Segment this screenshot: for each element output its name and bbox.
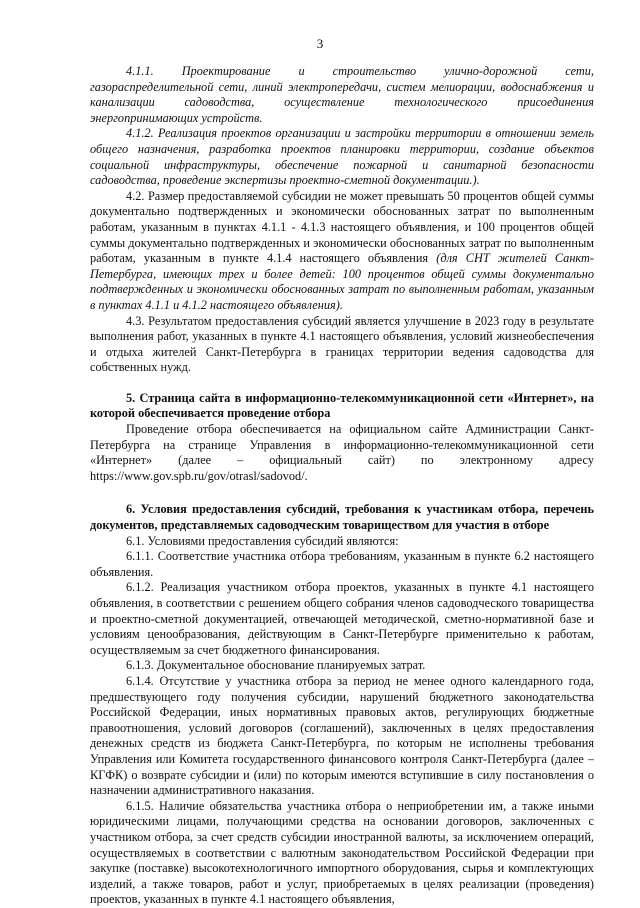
paragraph-4-2-main: 4.2. Размер предоставляемой субсидии не может превышать 50 процентов общей суммы документально подтвержденных и экономически обоснованных затрат по выполненным работам, указанным в пунктах 4.1.1 - 4.1.3 настоящего объявления, и 100 процентов общей суммы документально подтвержденных и экономически обоснованных затрат по выполненным работам, указанным в пункте 4.1.4 настоящего объявления bbox=[90, 188, 594, 266]
paragraph-4-1-2: 4.1.2. Реализация проектов организации и застройки территории в отношении земель общего назначения, разработка проектов планировки территории, создание объектов социальной инфраструктуры, обеспечение пожарной и санитарной безопасности садоводства, проведение экспертизы проектно-сметной документации.). bbox=[90, 126, 594, 188]
paragraph-4-2 bbox=[90, 189, 594, 314]
page-number: 3 bbox=[316, 36, 324, 51]
paragraph-6-1-2: 6.1.2. Реализация участником отбора проектов, указанных в пункте 4.1 настоящего объявления, в соответствии с решением общего собрания членов садоводческого товарищества и проектно-сметной документацией, отвечающей методической, сметно-нормативной базе и условиям ценообразования, действующим в Санкт-Петербурге применительно к работам, осуществляемым за счет бюджетного финансирования. bbox=[90, 580, 594, 657]
paragraph-6-1-3: 6.1.3. Документальное обоснование планируемых затрат. bbox=[126, 658, 426, 673]
paragraph-4-1-1: 4.1.1. Проектирование и строительство улично-дорожной сети, газораспределительной сети, линий электропередачи, систем мелиорации, водоснабжения и канализации садоводства, осуществление технологического присоединения энергопринимающих устройств. bbox=[90, 64, 594, 125]
paragraph-4-3: 4.3. Результатом предоставления субсидий является улучшение в 2023 году в результате выполнения работ, указанных в пункте 4.1 настоящего объявления, условий жизнеобеспечения и отдыха жителей Санкт-Петербурга в границах территории ведения садоводства для собственных нужд. bbox=[90, 313, 594, 375]
paragraph-6-1-1: 6.1.1. Соответствие участника отбора требованиям, указанным в пункте 6.2 настоящего объявления. bbox=[90, 549, 594, 579]
section-5-heading: 5. Страница сайта в информационно-телекоммуникационной сети «Интернет», на которой обеспечивается проведение отбора bbox=[90, 390, 594, 421]
paragraph-6-1: 6.1. Условиями предоставления субсидий являются: bbox=[126, 533, 399, 548]
section-6-heading: 6. Условия предоставления субсидий, требования к участникам отбора, перечень документов, представляемых садоводческим товариществом для участия в отборе bbox=[90, 502, 594, 533]
paragraph-6-1-5: 6.1.5. Наличие обязательства участника отбора о неприобретении им, а также иными юридическими лицами, получающими средства на основании договоров, заключенных с участником отбора, за счет средств субсидии иностранной валюты, за исключением операций, осуществляемых в соответствии с валютным законодательством Российской Федерации при закупке (поставке) высокотехнологичного импортного оборудования, сырья и комплектующих изделий, а также товаров, работ и услуг, приобретаемых в целях реализации (проведения) проектов, указанных в пункте 4.1 настоящего объявления, bbox=[90, 798, 594, 907]
paragraph-6-1-4: 6.1.4. Отсутствие у участника отбора за период не менее одного календарного года, предшествующего году получения субсидии, нарушений бюджетного законодательства Российской Федерации, иных нормативных правовых актов, регулирующих бюджетные правоотношения, условий договоров (соглашений), заключенных в целях предоставления денежных средств из бюджета Санкт-Петербурга, по которым не исполнены требования Управления или Комитета государственного финансового контроля Санкт-Петербурга (далее – КГФК) о возврате субсидии и (или) по которым имеются вступившие в силу постановления о назначении административного наказания. bbox=[90, 673, 594, 798]
document-body bbox=[90, 64, 594, 908]
paragraph-4-2-italic: (для СНТ жителей Санкт-Петербурга, имеющих трех и более детей: 100 процентов общей суммы документально подтвержденных и экономически обоснованных затрат по выполненным работам, указанным в пунктах 4.1.1 и 4.1.2 настоящего объявления). bbox=[90, 251, 594, 312]
paragraph-5: Проведение отбора обеспечивается на официальном сайте Администрации Санкт-Петербурга на странице Управления в информационно-телекоммуникационной сети «Интернет» (далее – официальный сайт) по электронному адресу https://www.gov.spb.ru/gov/otrasl/sadovod/. bbox=[90, 422, 594, 483]
